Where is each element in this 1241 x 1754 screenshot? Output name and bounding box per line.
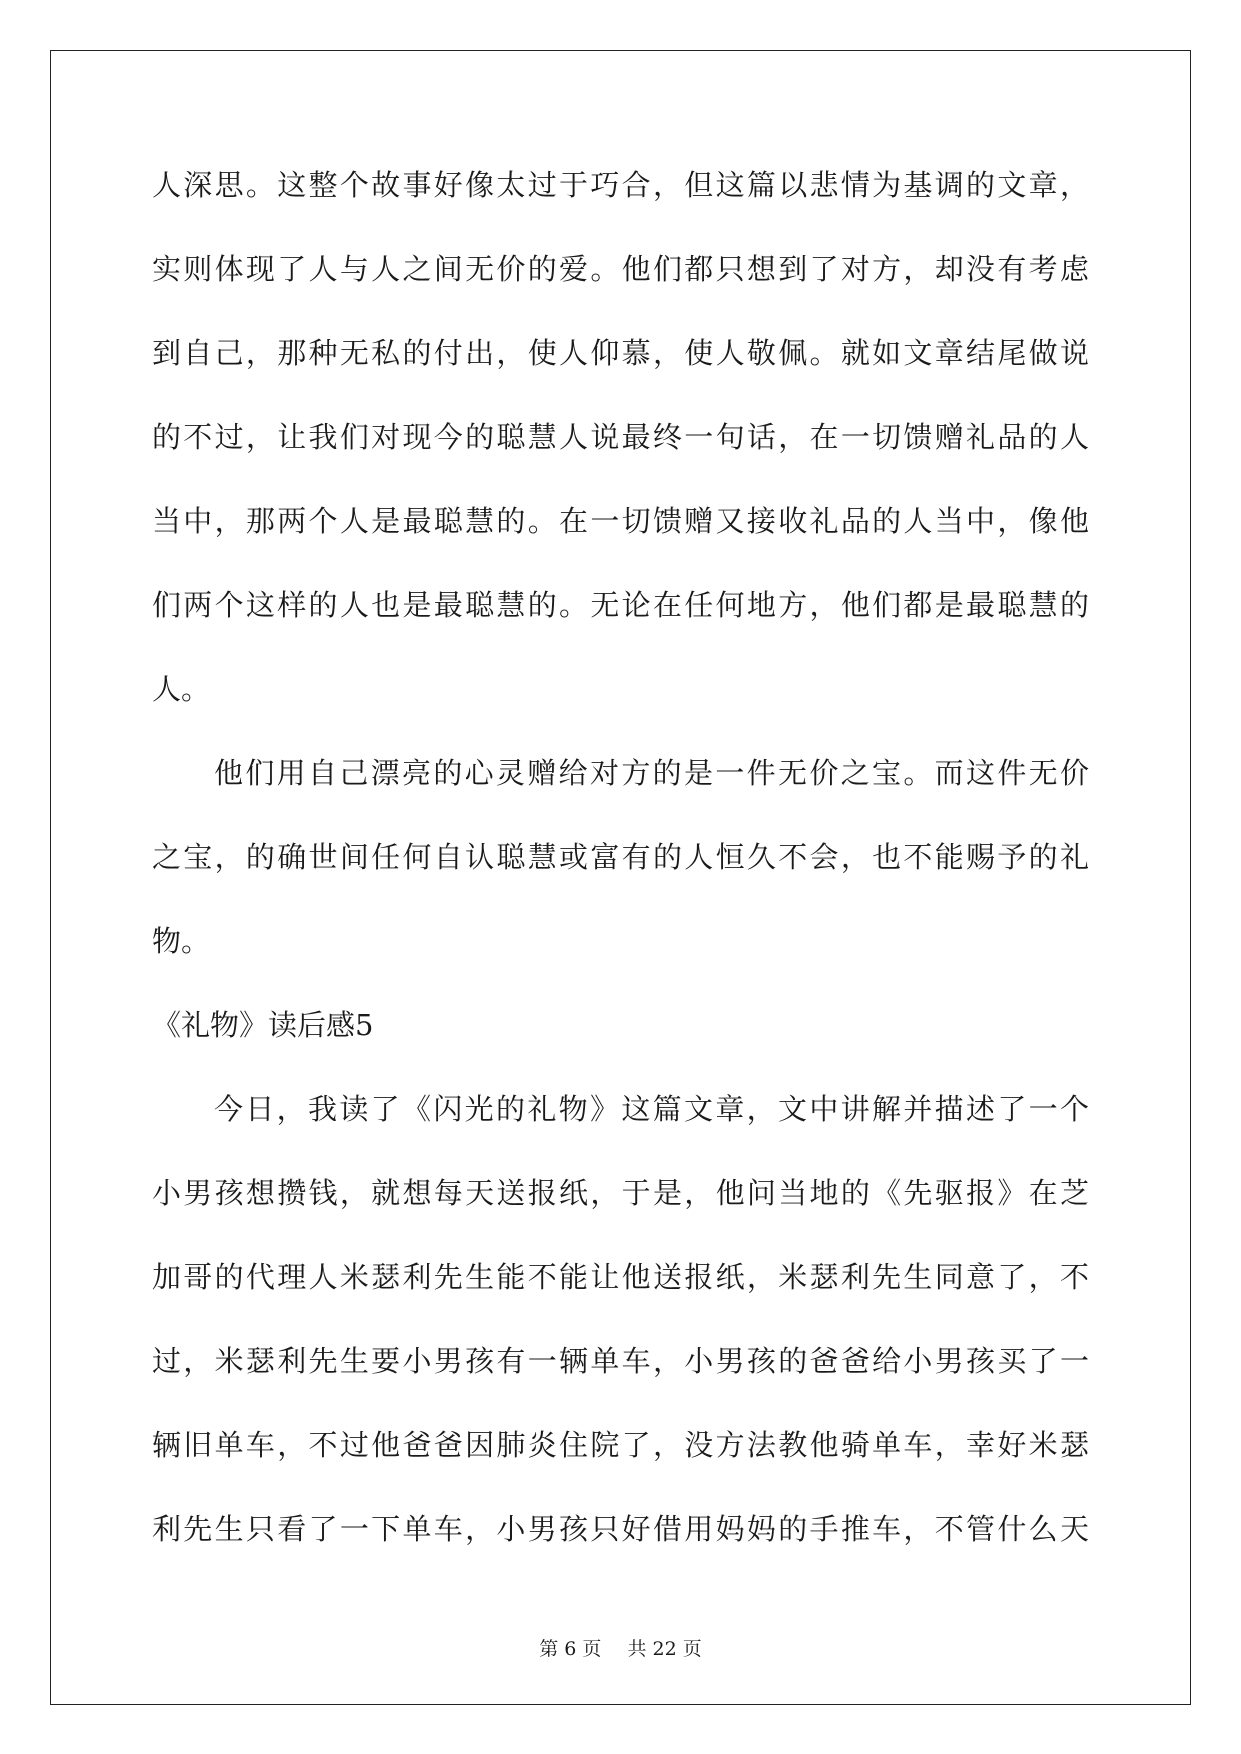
section-heading: 《礼物》读后感5 bbox=[152, 1008, 374, 1042]
text-line: 小男孩想攒钱，就想每天送报纸，于是，他问当地的《先驱报》在芝 bbox=[152, 1176, 1089, 1210]
text-line: 辆旧单车，不过他爸爸因肺炎住院了，没方法教他骑单车，幸好米瑟 bbox=[152, 1428, 1089, 1462]
page-number: 第 6 页 bbox=[539, 1638, 602, 1660]
text-line: 物。 bbox=[152, 924, 211, 958]
text-line: 的不过，让我们对现今的聪慧人说最终一句话，在一切馈赠礼品的人 bbox=[152, 420, 1089, 454]
text-line: 人。 bbox=[152, 672, 211, 706]
text-line: 利先生只看了一下单车，小男孩只好借用妈妈的手推车，不管什么天 bbox=[152, 1512, 1089, 1546]
text-line: 今日，我读了《闪光的礼物》这篇文章，文中讲解并描述了一个 bbox=[214, 1092, 1089, 1126]
text-line: 们两个这样的人也是最聪慧的。无论在任何地方，他们都是最聪慧的 bbox=[152, 588, 1089, 622]
page-total: 共 22 页 bbox=[627, 1638, 702, 1660]
page-footer bbox=[0, 1634, 1241, 1661]
text-line: 当中，那两个人是最聪慧的。在一切馈赠又接收礼品的人当中，像他 bbox=[152, 504, 1089, 538]
text-line: 过，米瑟利先生要小男孩有一辆单车，小男孩的爸爸给小男孩买了一 bbox=[152, 1344, 1089, 1378]
text-line: 之宝，的确世间任何自认聪慧或富有的人恒久不会，也不能赐予的礼 bbox=[152, 840, 1089, 874]
text-line: 到自己，那种无私的付出，使人仰慕，使人敬佩。就如文章结尾做说 bbox=[152, 336, 1089, 370]
document-body bbox=[152, 168, 1089, 1599]
text-line: 实则体现了人与人之间无价的爱。他们都只想到了对方，却没有考虑 bbox=[152, 252, 1089, 286]
text-line: 加哥的代理人米瑟利先生能不能让他送报纸，米瑟利先生同意了，不 bbox=[152, 1260, 1089, 1294]
text-line: 他们用自己漂亮的心灵赠给对方的是一件无价之宝。而这件无价 bbox=[214, 756, 1089, 790]
text-line: 人深思。这整个故事好像太过于巧合，但这篇以悲情为基调的文章， bbox=[152, 168, 1089, 202]
